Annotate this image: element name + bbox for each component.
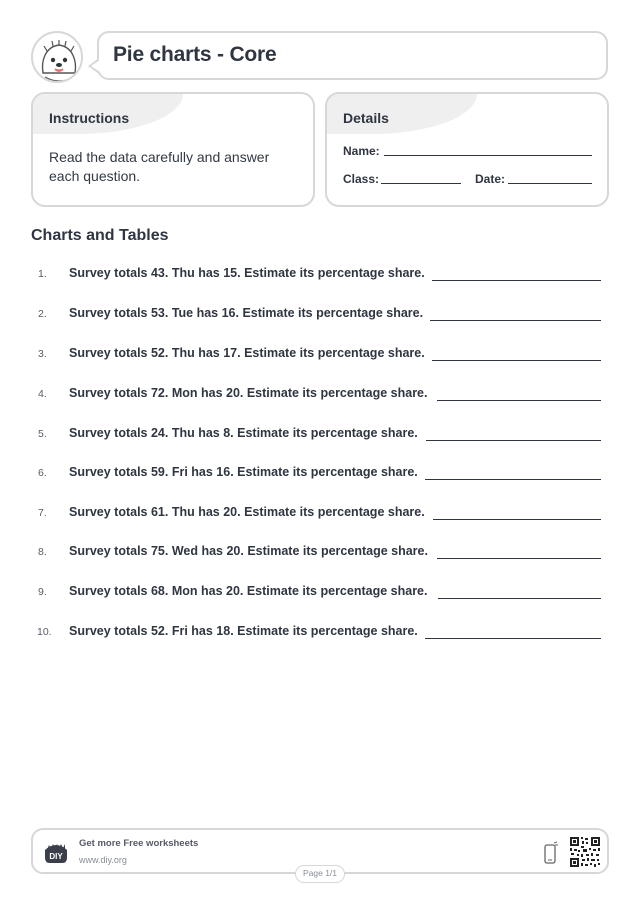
question-text: Survey totals 72. Mon has 20. Estimate its percentage share. [69,386,428,400]
answer-line[interactable] [438,598,601,599]
title-bubble-tail-fill [91,60,100,72]
question-text: Survey totals 24. Thu has 8. Estimate its percentage share. [69,426,418,440]
answer-line[interactable] [426,440,601,441]
section-title: Charts and Tables [31,227,169,244]
mascot-avatar [31,31,83,83]
question-item [31,504,601,524]
answer-line[interactable] [425,638,601,639]
question-item [31,583,601,603]
question-item [31,305,601,325]
question-text: Survey totals 59. Fri has 16. Estimate its percentage share. [69,465,418,479]
question-number: 9. [38,586,47,598]
answer-line[interactable] [432,360,601,361]
details-heading: Details [343,110,389,126]
question-item [31,623,601,643]
instructions-heading: Instructions [49,110,130,126]
page-title: Pie charts - Core [113,43,277,66]
question-number: 7. [38,507,47,519]
question-text: Survey totals 75. Wed has 20. Estimate its percentage share. [69,544,428,558]
question-item [31,543,601,563]
question-number: 3. [38,348,47,360]
question-number: 5. [38,428,47,440]
question-item [31,464,601,484]
question-number: 6. [38,467,47,479]
logo-text: DIY [49,852,63,861]
question-item [31,385,601,405]
question-item [31,425,601,445]
date-label: Date: [475,172,506,186]
instructions-card [31,92,315,207]
mascot-icon [33,33,83,83]
footer-promo-text[interactable]: Get more Free worksheets [79,838,199,849]
question-text: Survey totals 52. Thu has 17. Estimate its percentage share. [69,346,425,360]
page-indicator: Page 1/1 [295,865,345,883]
question-text: Survey totals 43. Thu has 15. Estimate its percentage share. [69,266,425,280]
name-field[interactable] [384,155,592,156]
answer-line[interactable] [432,280,601,281]
question-number: 1. [38,268,47,280]
question-text: Survey totals 68. Mon has 20. Estimate its percentage share. [69,584,428,598]
question-text: Survey totals 53. Tue has 16. Estimate its percentage share. [69,306,424,320]
answer-line[interactable] [430,320,601,321]
answer-line[interactable] [437,400,601,401]
class-label: Class: [343,172,380,186]
footer-url[interactable]: www.diy.org [79,855,127,865]
answer-line[interactable] [425,479,601,480]
question-number: 4. [38,388,47,400]
question-number: 8. [38,546,47,558]
question-number: 10. [37,626,52,638]
question-item [31,265,601,285]
question-item [31,345,601,365]
name-label: Name: [343,144,380,158]
question-text: Survey totals 52. Fri has 18. Estimate its percentage share. [69,624,418,638]
question-text: Survey totals 61. Thu has 20. Estimate its percentage share. [69,505,425,519]
diy-logo-icon [43,842,69,864]
answer-line[interactable] [437,558,601,559]
title-bubble [97,31,608,80]
class-field[interactable] [381,183,461,184]
question-number: 2. [38,308,47,320]
qr-code-icon[interactable] [569,836,601,868]
answer-line[interactable] [433,519,601,520]
date-field[interactable] [508,183,592,184]
phone-icon [543,841,559,865]
instructions-text: Read the data carefully and answer each question. [49,149,270,184]
details-card [325,92,609,207]
